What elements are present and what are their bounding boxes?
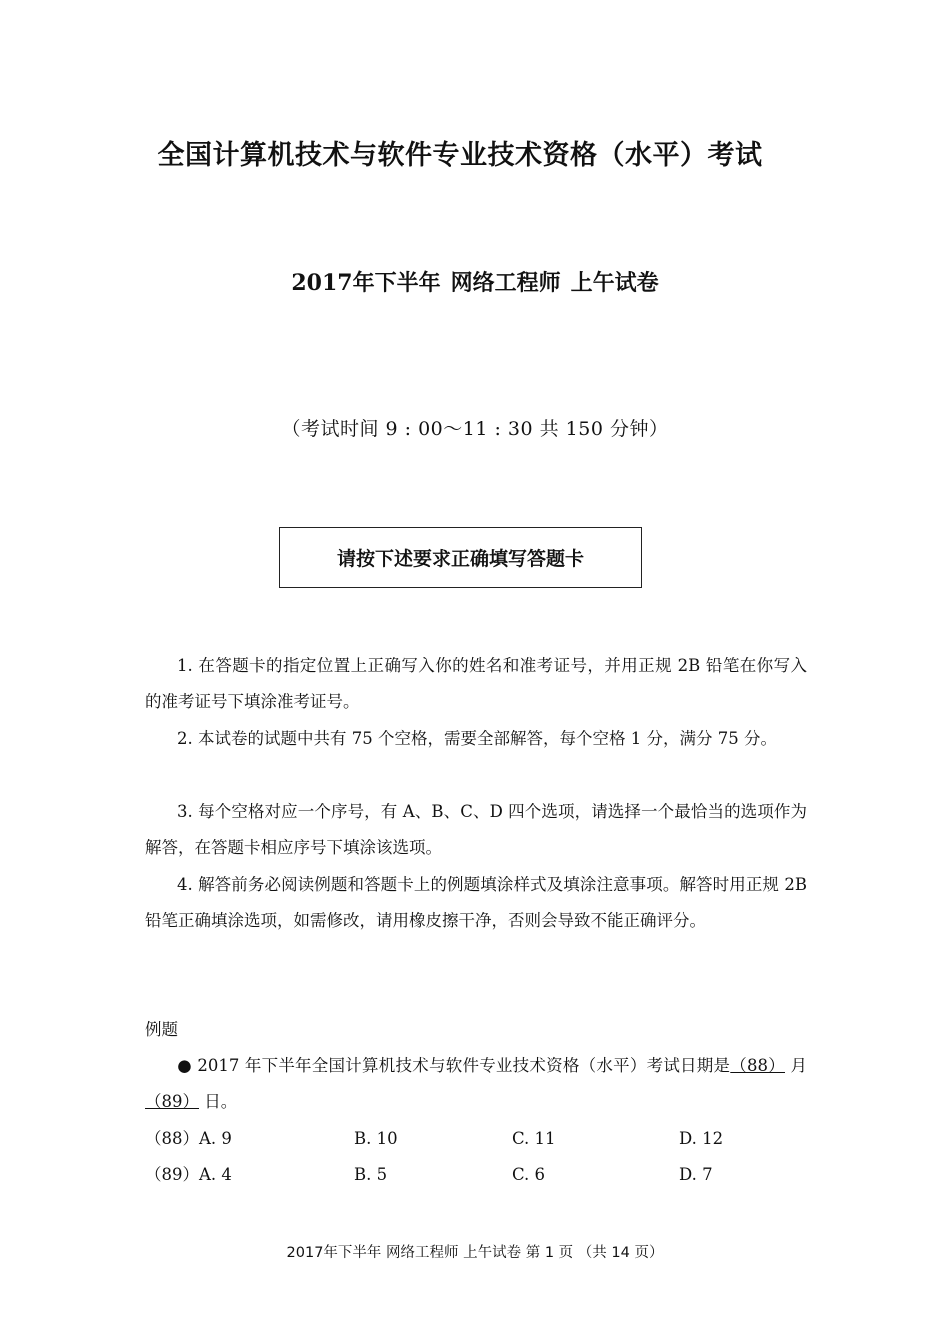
- option-row-89: [145, 1157, 807, 1193]
- subtitle-year: 2017年下半年: [291, 270, 441, 296]
- page-footer: 2017年下半年 网络工程师 上午试卷 第 1 页 （共 14 页）: [286, 1245, 664, 1261]
- option-88-b: B. 10: [354, 1129, 398, 1148]
- exam-title: 全国计算机技术与软件专业技术资格（水平）考试: [157, 140, 763, 171]
- option-row-88: [145, 1121, 807, 1157]
- option-88-d: D. 12: [679, 1129, 724, 1148]
- option-89-a: （89）A. 4: [145, 1165, 232, 1184]
- instruction-4: 4. 解答前务必阅读例题和答题卡上的例题填涂样式及填涂注意事项。解答时用正规 2B 铅笔正确填涂选项，如需修改，请用橡皮擦干净，否则会导致不能正确评分。: [145, 875, 807, 930]
- option-89-d: D. 7: [679, 1165, 713, 1184]
- option-89-b: B. 5: [354, 1165, 388, 1184]
- notice-box: 请按下述要求正确填写答题卡: [279, 527, 642, 588]
- example-question: ● 2017 年下半年全国计算机技术与软件专业技术资格（水平）考试日期是（88） 月 （89） 日。: [145, 1056, 807, 1111]
- option-88-c: C. 11: [512, 1129, 556, 1148]
- blank-89: （89）: [145, 1092, 199, 1111]
- option-89-c: C. 6: [512, 1165, 546, 1184]
- blank-88: （88）: [730, 1056, 785, 1075]
- instruction-1: 1. 在答题卡的指定位置上正确写入你的姓名和准考证号，并用正规 2B 铅笔在你写入的准考证号下填涂准考证号。: [145, 656, 807, 711]
- exam-subtitle: [0, 266, 950, 297]
- subtitle-paper: 上午试卷: [570, 270, 659, 296]
- option-88-a: （88）A. 9: [145, 1129, 232, 1148]
- instruction-3: 3. 每个空格对应一个序号，有 A、B、C、D 四个选项，请选择一个最恰当的选项作为解答，在答题卡相应序号下填涂该选项。: [145, 802, 807, 857]
- example-label: 例题: [145, 1020, 178, 1039]
- subtitle-role: 网络工程师: [450, 270, 561, 296]
- instruction-2: 2. 本试卷的试题中共有 75 个空格，需要全部解答，每个空格 1 分，满分 75 分。: [177, 729, 777, 748]
- exam-time: （考试时间 9 : 00～11 : 30 共 150 分钟）: [281, 418, 669, 440]
